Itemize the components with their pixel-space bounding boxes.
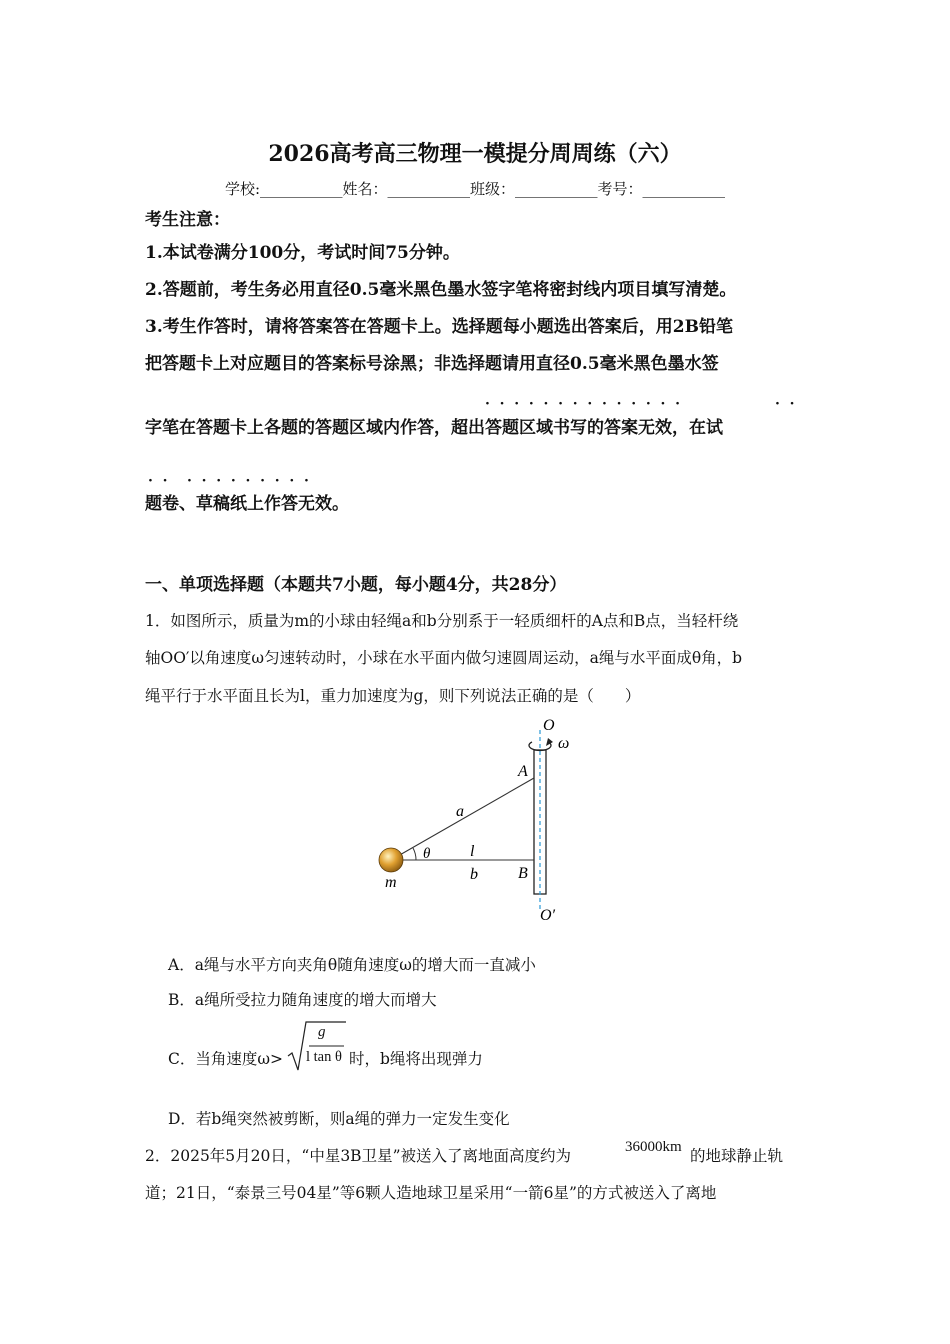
question-2-line-1-suffix: 的地球静止轨 <box>690 1147 784 1165</box>
rotating-rod-figure <box>360 712 590 927</box>
angle-arc <box>413 848 416 860</box>
ball <box>379 848 403 872</box>
option-c-prefix: C．当角速度ω> <box>168 1050 283 1068</box>
option-b: B．a绳所受拉力随角速度的增大而增大 <box>168 991 437 1009</box>
label-a: a <box>456 803 464 820</box>
label-B: B <box>518 865 528 882</box>
label-A: A <box>518 763 528 780</box>
option-d: D．若b绳突然被剪断，则a绳的弹力一定发生变化 <box>168 1110 510 1128</box>
question-2-line-1-prefix: 2．2025年5月20日，“中星3B卫星”被送入了离地面高度约为 <box>145 1147 571 1165</box>
option-c-suffix: 时，b绳将出现弹力 <box>349 1050 483 1068</box>
question-1-line-1: 1．如图所示，质量为m的小球由轻绳a和b分别系于一轻质细杆的A点和B点，当轻杆绕 <box>145 612 739 630</box>
label-l: l <box>470 843 475 860</box>
label-b: b <box>470 866 478 883</box>
notice-heading: 考生注意： <box>145 210 230 230</box>
label-omega: ω <box>558 735 570 752</box>
notice-item-3-line-3: 字笔在答题卡上各题的答题区域内作答，超出答题区域书写的答案无效，在试 <box>145 418 723 438</box>
student-info-line: 学校:___________姓名：___________班级：___________考号：___________ <box>224 180 726 198</box>
notice-item-1: 1.本试卷满分100分，考试时间75分钟。 <box>145 243 460 263</box>
label-O: O <box>543 717 555 734</box>
question-1-line-3: 绳平行于水平面且长为l，重力加速度为g，则下列说法正确的是（ ） <box>145 687 641 705</box>
question-2-height-value: 36000km <box>625 1139 682 1155</box>
emphasis-dots: · · · · · · · · · · · <box>148 473 309 489</box>
emphasis-dots: · · · · · · · · · · · · · · <box>485 396 680 412</box>
page-title: 2026高考高三物理一模提分周周练（六） <box>268 141 682 167</box>
section-heading: 一、单项选择题（本题共7小题，每小题4分，共28分） <box>145 575 567 595</box>
label-m: m <box>385 874 397 891</box>
notice-item-3-line-2: 把答题卡上对应题目的答案标号涂黑；非选择题请用直径0.5毫米黑色墨水签 <box>145 354 719 374</box>
label-O-prime: O′ <box>540 907 556 924</box>
fraction-denominator: l tan θ <box>306 1049 342 1065</box>
question-2-line-2: 道；21日，“泰景三号04星”等6颗人造地球卫星采用“一箭6星”的方式被送入了离地 <box>145 1184 717 1202</box>
option-a: A．a绳与水平方向夹角θ随角速度ω的增大而一直减小 <box>168 956 536 974</box>
question-1-line-2: 轴OO′以角速度ω匀速转动时，小球在水平面内做匀速圆周运动，a绳与水平面成θ角，b <box>145 649 743 667</box>
notice-item-2: 2.答题前，考生务必用直径0.5毫米黑色墨水签字笔将密封线内项目填写清楚。 <box>145 280 737 300</box>
label-theta: θ <box>423 846 431 862</box>
notice-item-3-line-4: 题卷、草稿纸上作答无效。 <box>145 494 349 514</box>
emphasis-dots: · · <box>775 396 795 412</box>
fraction-numerator: g <box>318 1024 326 1040</box>
notice-item-3-line-1: 3.考生作答时，请将答案答在答题卡上。选择题每小题选出答案后，用2B铅笔 <box>145 317 733 337</box>
